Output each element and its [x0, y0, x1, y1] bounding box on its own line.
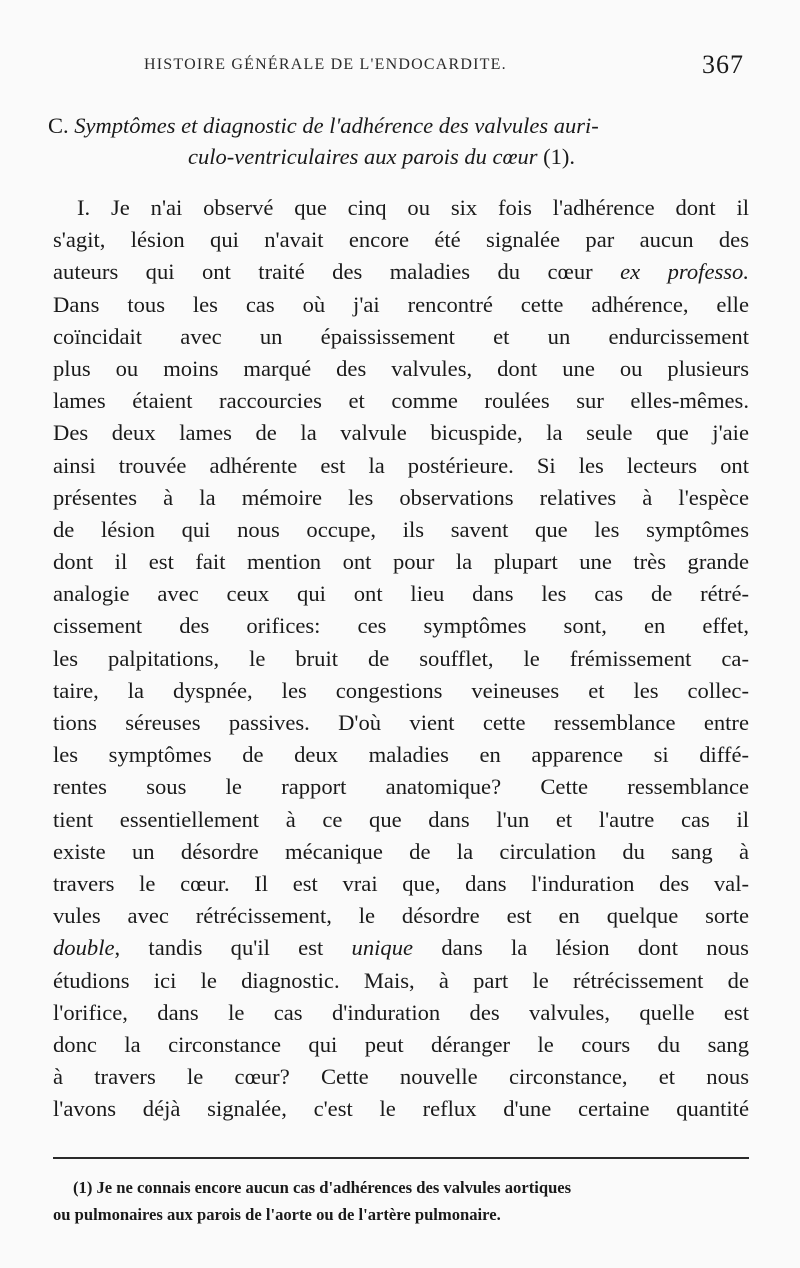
text-line: ainsi trouvée adhérente est la postérieure. Si les lecteurs ont — [53, 452, 749, 478]
text-line: rentes sous le rapport anatomique? Cette ressemblance — [53, 774, 749, 800]
page-header — [100, 46, 750, 86]
section-title — [48, 110, 748, 172]
section-title-italic-1: Symptômes et diagnostic de l'adhérence des valvules auri- — [74, 113, 599, 138]
section-letter: C. — [48, 113, 75, 138]
text-line: tient essentiellement à ce que dans l'un et l'autre cas il — [53, 806, 749, 832]
footnote-ref: (1). — [537, 144, 576, 169]
page-number: 367 — [702, 50, 744, 79]
italic-term-ex-professo: ex professo. — [620, 259, 750, 285]
running-head: HISTOIRE GÉNÉRALE DE L'ENDOCARDITE. — [144, 56, 507, 73]
section-title-italic-2: culo-ventriculaires aux parois du cœur — [188, 144, 538, 169]
footnote-line-1: (1) Je ne connais encore aucun cas d'adhérences des valvules aortiques — [73, 1178, 572, 1197]
text-line: présentes à la mémoire les observations relatives à l'espèce — [53, 484, 749, 510]
text-segment: , tandis qu'il est — [114, 935, 324, 961]
footnote — [53, 1174, 749, 1228]
footnote-divider — [53, 1157, 749, 1159]
text-line: étudions ici le diagnostic. Mais, à part le rétrécissement de — [53, 967, 749, 993]
text-line: vules avec rétrécissement, le désordre est en quelque sorte — [53, 903, 749, 929]
text-line: les palpitations, le bruit de soufflet, le frémissement ca- — [53, 645, 749, 671]
text-line: lames étaient raccourcies et comme roulées sur elles-mêmes. — [53, 388, 749, 414]
section-title-line-2 — [48, 141, 748, 172]
text-line: les symptômes de deux maladies en apparence si diffé- — [53, 742, 749, 768]
text-line: l'orifice, dans le cas d'induration des valvules, quelle est — [53, 999, 749, 1025]
text-segment: dans la lésion dont nous — [413, 935, 749, 961]
italic-term-double: double — [53, 935, 115, 961]
text-line: coïncidait avec un épaississement et un endurcissement — [53, 323, 749, 349]
text-line — [53, 932, 749, 964]
text-line: cissement des orifices: ces symptômes sont, en effet, — [53, 613, 749, 639]
text-line: donc la circonstance qui peut déranger le cours du sang — [53, 1031, 749, 1057]
text-line: Dans tous les cas où j'ai rencontré cette adhérence, elle — [53, 291, 749, 317]
text-line: travers le cœur. Il est vrai que, dans l'induration des val- — [53, 870, 749, 896]
text-line: s'agit, lésion qui n'avait encore été signalée par aucun des — [53, 227, 749, 253]
text-line — [53, 256, 749, 288]
text-line: de lésion qui nous occupe, ils savent que les symptômes — [53, 516, 749, 542]
body-paragraph — [53, 192, 749, 1125]
text-line: tions séreuses passives. D'où vient cette ressemblance entre — [53, 710, 749, 735]
text-line: dont il est fait mention ont pour la plupart une très grande — [53, 549, 749, 575]
text-segment: auteurs qui ont traité des maladies du cœur — [53, 259, 593, 285]
text-line: Des deux lames de la valvule bicuspide, la seule que j'aie — [53, 420, 749, 446]
text-line: taire, la dyspnée, les congestions veineuses et les collec- — [53, 677, 749, 703]
italic-term-unique: unique — [351, 935, 414, 961]
text-line: à travers le cœur? Cette nouvelle circonstance, et nous — [53, 1064, 749, 1090]
text-line: I. Je n'ai observé que cinq ou six fois l'adhérence dont il — [77, 195, 749, 220]
section-title-line-1 — [48, 110, 748, 141]
text-line: plus ou moins marqué des valvules, dont une ou plusieurs — [53, 355, 749, 381]
text-line: existe un désordre mécanique de la circulation du sang à — [53, 838, 749, 864]
text-line: l'avons déjà signalée, c'est le reflux d'une certaine quantité — [53, 1096, 749, 1122]
text-line: analogie avec ceux qui ont lieu dans les cas de rétré- — [53, 581, 749, 607]
footnote-line-2: ou pulmonaires aux parois de l'aorte ou de l'artère pulmonaire. — [53, 1205, 501, 1224]
